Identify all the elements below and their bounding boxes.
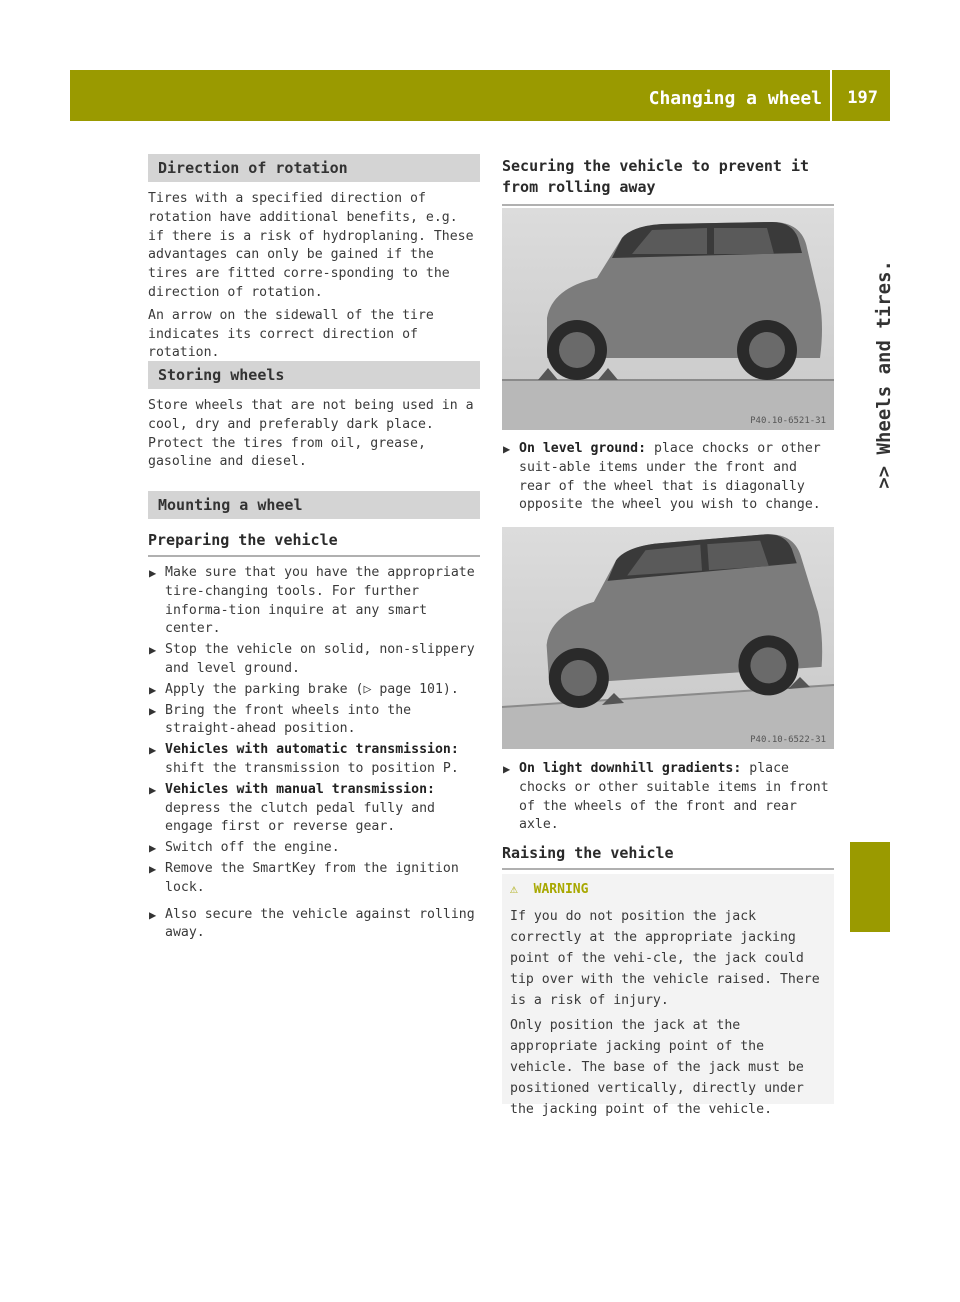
subheading-securing: Securing the vehicle to prevent it from rolling away [502,156,834,206]
list-item [502,440,834,515]
header-divider [830,70,832,121]
list-item [148,641,480,679]
arrow-right-icon: ▶ [149,907,157,922]
list-item-text: place chocks or other suit-able items under the front and rear of the wheel that is diagonally opposite the wheel you wish to change. [519,441,821,513]
section-heading-storing [148,361,480,389]
list-item [148,741,480,779]
arrow-right-icon: ▶ [149,682,157,697]
list-item-text: shift the transmission to position P. [165,760,459,776]
warning-label: WARNING [533,882,589,897]
arrow-right-icon: ▶ [149,743,157,758]
car-illustration [502,208,834,430]
list-item [148,681,480,700]
direction-text [148,190,480,367]
arrow-right-icon: ▶ [149,861,157,876]
list-item [148,906,480,944]
list-item-text: Bring the front wheels into the straight-ahead position. [165,702,412,737]
subheading-raising: Raising the vehicle [502,844,834,870]
list-item-bold: On light downhill gradients: [519,761,742,776]
list-item-text: Remove the SmartKey from the ignition lock. [165,860,459,895]
warning-heading [510,882,588,897]
section-heading-text: Storing wheels [158,366,285,384]
list-item-bold: On level ground: [519,441,647,456]
subheading-preparing: Preparing the vehicle [148,531,480,557]
paragraph: An arrow on the sidewall of the tire indicates its correct direction of rotation. [148,307,434,361]
arrow-right-icon: ▶ [149,643,157,658]
side-label-text: >> Wheels and tires. [873,260,895,489]
securing-step-downhill [502,760,834,837]
page-number: 197 [847,88,878,108]
list-item [148,839,480,858]
warning-box [502,874,834,1117]
car-illustration [502,527,834,749]
arrow-right-icon: ▶ [503,442,511,456]
section-heading-mounting [148,491,480,519]
warning-triangle-icon: ⚠ [510,882,518,897]
list-item-bold: Vehicles with manual transmission: [165,781,435,797]
arrow-right-icon: ▶ [149,782,157,797]
list-item-text: depress the clutch pedal fully and engage first or reverse gear. [165,800,435,835]
storing-text [148,397,480,476]
car-level-ground-image [502,208,834,430]
securing-step-level [502,440,834,517]
list-item [148,860,480,898]
list-item-text: place chocks or other suitable items in front of the wheels of the front and rear axle. [519,761,829,833]
section-heading-text: Mounting a wheel [158,496,303,514]
list-item-text: Make sure that you have the appropriate tire-changing tools. For further informa-tion inquire at any smart center. [165,565,475,637]
list-item [148,781,480,837]
arrow-right-icon: ▶ [149,703,157,718]
paragraph: If you do not position the jack correctly at the appropriate jacking point of the vehi-cle, the jack could tip over with the vehicle raised. There is a risk of injury. [510,909,820,1008]
paragraph: Tires with a specified direction of rotation have additional benefits, e.g. if there is a risk of hydroplaning. These advantages can only be gained if the tires are fitted corre-sponding to the direction of rotation. [148,191,474,300]
section-heading-direction [148,154,480,182]
list-item [502,760,834,835]
arrow-right-icon: ▶ [149,566,157,580]
arrow-right-icon: ▶ [149,841,157,856]
section-heading-text: Direction of rotation [158,159,348,177]
car-downhill-image [502,527,834,749]
header-title: Changing a wheel [648,88,822,109]
list-item [148,702,480,740]
image-code: P40.10-6521-31 [750,416,826,426]
page-header [70,70,890,121]
arrow-right-icon: ▶ [503,762,511,776]
list-item-bold: Vehicles with automatic transmission: [165,742,459,758]
paragraph: Store wheels that are not being used in a cool, dry and preferably dark place. Protect the tires from oil, grease, gasoline and diesel. [148,398,474,470]
preparing-steps [148,564,480,945]
image-code: P40.10-6522-31 [750,735,826,745]
list-item-text: Stop the vehicle on solid, non-slippery and level ground. [165,642,475,676]
side-tab-marker [850,842,890,932]
list-item [148,564,480,639]
list-item-text: Apply the parking brake (▷ page 101). [165,681,459,697]
list-item-text: Switch off the engine. [165,840,340,856]
paragraph: Only position the jack at the appropriate jacking point of the vehicle. The base of the jack must be positioned vertically, directly under the jacking point of the vehicle. [510,1018,804,1117]
list-item-text: Also secure the vehicle against rolling away. [165,906,475,941]
warning-text [510,906,828,1124]
